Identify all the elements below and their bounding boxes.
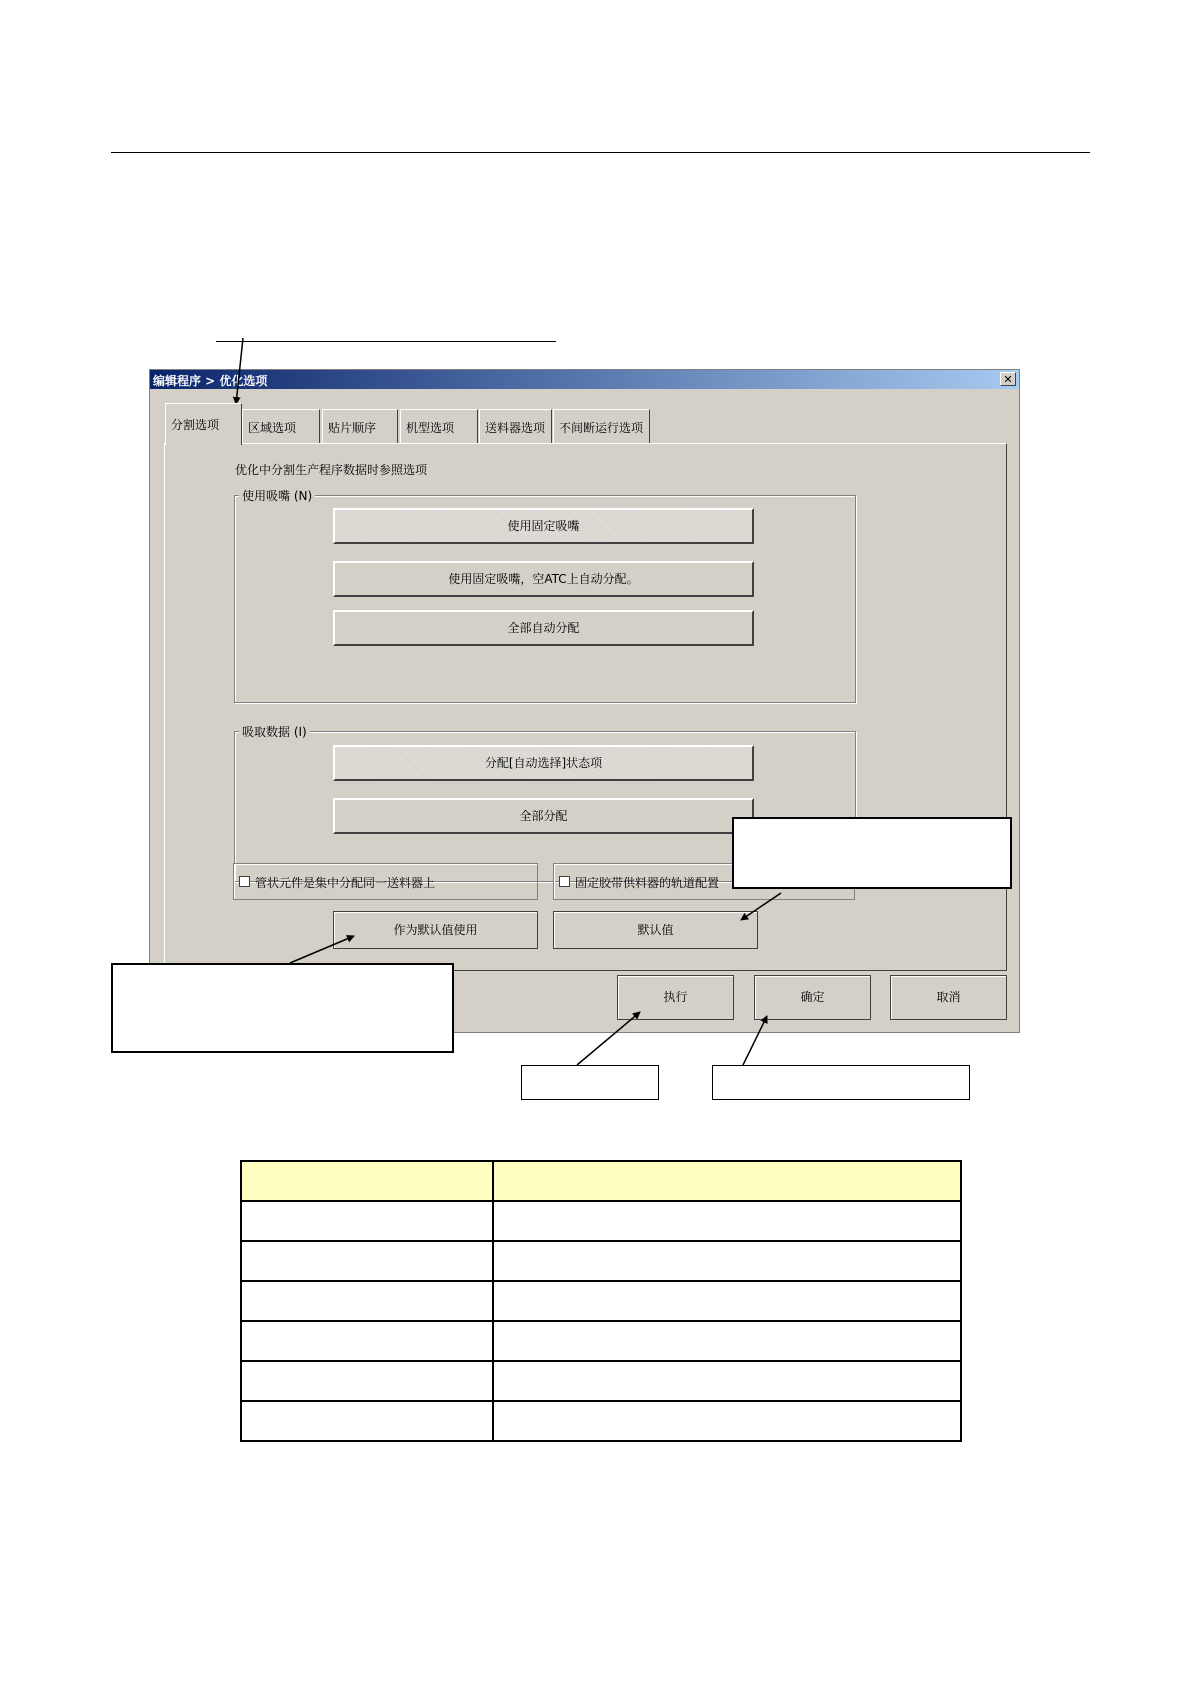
nozzle-group-label: 使用吸嘴 (N) bbox=[239, 487, 315, 504]
checkbox-label: 管状元件是集中分配同一送料器上 bbox=[255, 876, 436, 890]
table-row bbox=[241, 1401, 961, 1441]
assign-all-button[interactable]: 全部分配 bbox=[333, 798, 754, 834]
default-value-button[interactable]: 默认值 bbox=[553, 911, 758, 949]
ok-button[interactable]: 确定 bbox=[754, 975, 871, 1020]
arrow-to-ok-button bbox=[743, 1016, 767, 1065]
pickup-data-group-label: 吸取数据 (I) bbox=[239, 723, 310, 740]
checkbox-label: 固定胶带供料器的轨道配置 bbox=[575, 876, 720, 890]
table-row bbox=[241, 1241, 961, 1281]
tab-label: 贴片顺序 bbox=[328, 421, 377, 435]
tab-label: 送料器选项 bbox=[485, 421, 546, 435]
tab-label: 不间断运行选项 bbox=[559, 421, 644, 435]
description-table bbox=[240, 1160, 962, 1442]
tab-label: 分割选项 bbox=[171, 418, 220, 432]
table-row bbox=[241, 1281, 961, 1321]
assign-auto-select-button[interactable]: 分配[自动选择]状态项 bbox=[333, 745, 754, 781]
arrow-to-set-default-button bbox=[290, 936, 354, 963]
table-header-row bbox=[241, 1161, 961, 1201]
tab-label: 机型选项 bbox=[406, 421, 455, 435]
table-row bbox=[241, 1321, 961, 1361]
cancel-button[interactable]: 取消 bbox=[890, 975, 1007, 1020]
table-row bbox=[241, 1201, 961, 1241]
table-row bbox=[241, 1361, 961, 1401]
set-as-default-button[interactable]: 作为默认值使用 bbox=[333, 911, 538, 949]
use-fixed-nozzle-button[interactable]: 使用固定吸嘴 bbox=[333, 508, 754, 544]
arrow-to-split-tab bbox=[236, 338, 243, 404]
close-icon[interactable]: ✕ bbox=[1000, 372, 1016, 386]
tab-split-options[interactable] bbox=[165, 403, 242, 445]
arrow-to-default-button bbox=[741, 893, 781, 920]
tab-label: 区域选项 bbox=[248, 421, 297, 435]
use-fixed-nozzle-auto-atc-button[interactable]: 使用固定吸嘴，空ATC上自动分配。 bbox=[333, 561, 754, 597]
dialog-title: 编辑程序 > 优化选项 bbox=[153, 374, 268, 388]
description-text: 优化中分割生产程序数据时参照选项 bbox=[235, 463, 428, 477]
all-auto-assign-button[interactable]: 全部自动分配 bbox=[333, 610, 754, 646]
execute-button[interactable]: 执行 bbox=[617, 975, 734, 1020]
arrow-to-execute-button bbox=[577, 1012, 640, 1065]
